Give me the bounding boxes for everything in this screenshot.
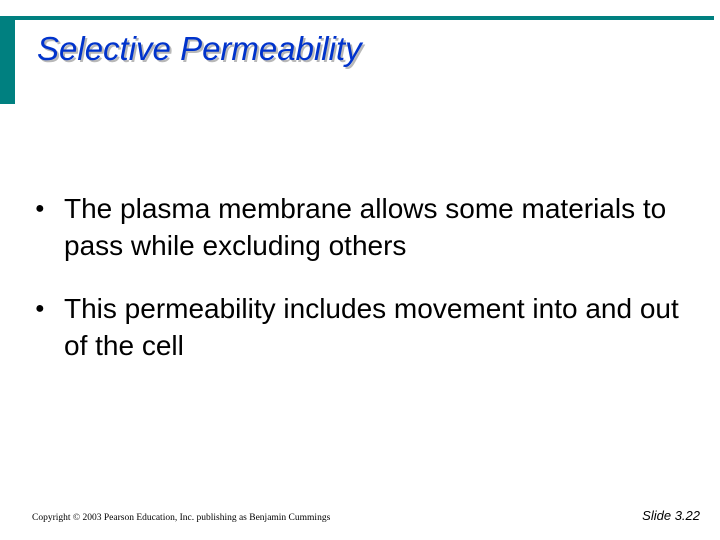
copyright-notice: Copyright © 2003 Pearson Education, Inc. publishing as Benjamin Cummings <box>32 513 331 523</box>
bullet-item <box>34 290 694 364</box>
bullet-text: The plasma membrane allows some materials to pass while excluding others <box>64 193 667 261</box>
bullet-dot-icon: ● <box>35 200 45 217</box>
accent-bar-vertical <box>0 16 15 104</box>
bullet-item <box>34 190 694 264</box>
bullet-list <box>34 190 694 390</box>
bullet-text: This permeability includes movement into and out of the cell <box>64 293 679 361</box>
accent-bar-horizontal <box>0 16 714 20</box>
slide-number: Slide 3.22 <box>642 508 700 523</box>
slide-title: Selective Permeability <box>37 30 362 67</box>
bullet-dot-icon: ● <box>35 300 45 317</box>
